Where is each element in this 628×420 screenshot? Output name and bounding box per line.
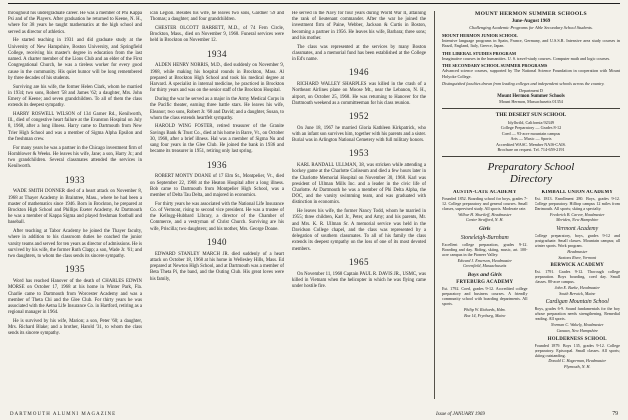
school-contact-line: Philip W. Richards, Hdm. bbox=[463, 307, 506, 313]
school-stoneleigh-burnham bbox=[442, 235, 528, 269]
ad-desert-sun bbox=[442, 112, 620, 152]
footer-issue-date: Issue of JANUARY 1969 bbox=[436, 412, 485, 417]
directory-group-girls: Girls bbox=[478, 226, 491, 233]
desert-sun-line: Accredited WASC. Member NAIS-CAIS. bbox=[495, 141, 567, 147]
school-contact-line: Frederick B. Carver, Headmaster bbox=[549, 212, 605, 218]
year-heading-1934: 1934 bbox=[207, 48, 227, 59]
obituary-paragraph: CHESTER OLCOTT BARRETT, M.D., of 74 Fern Circle, Brockton, Mass., died on November 9, 1968. Funeral services were held in Brockton on November 12. bbox=[150, 25, 284, 44]
school-name: FRYEBURG ACADEMY bbox=[456, 280, 514, 286]
school-contact-line: Center Strafford, N. H. bbox=[465, 217, 504, 223]
directory-column-left bbox=[442, 190, 528, 399]
school-kimball-union bbox=[535, 190, 621, 223]
mount-hermon-section-body: Advanced science courses, supported by The National Science Foundation in cooperation with Mount Holyoke College. bbox=[442, 68, 620, 79]
school-contact-line: Wilbur H. Shurtleff, Headmaster bbox=[458, 212, 512, 218]
obituary-paragraph: Surviving are his wife, the former Helen Clark, whom he married in 1934; two sons, Robert '58 and James '62; a daughter, Mrs. John Emery of Keene; and seven grandchildren. To all of them the class extends its deepest sympathy. bbox=[8, 84, 142, 109]
desert-sun-line: Coed — 93-acre mountain campus bbox=[501, 130, 561, 136]
school-holderness bbox=[535, 337, 621, 370]
obituary-paragraph: ican Legion. Besides his wife, he leaves two sons, Gardner '59 and Thomas; a daughter; and four grandchildren. bbox=[150, 11, 284, 23]
school-contact bbox=[442, 212, 528, 223]
obituary-paragraph: After teaching at Tabor Academy he joined the Thayer faculty, where in addition to his classroom duties he coached the junior varsity teams and served for ten years as director of admissions. He is survived by his wife, the former Ruth Clapp; a son, Wade Jr. '61; and two daughters, to whom the class sends its sincere sympathy. bbox=[8, 229, 142, 260]
school-contact-line: Canaan, New Hampshire bbox=[556, 327, 598, 333]
school-description: Excellent college preparation, grades 9-12. Boarding and day. Riding, skiing, music, art. 100-acre campus in the Pioneer Valley. bbox=[442, 241, 528, 257]
obituary-column-1 bbox=[8, 11, 142, 399]
year-heading-1936: 1936 bbox=[207, 159, 227, 170]
school-contact-line: Donald C. Hagerman, Headmaster bbox=[548, 358, 607, 364]
obituary-paragraph: The class was represented at the services by many Boston classmates, and a memorial fund has been established at the College in Ed's name. bbox=[292, 44, 426, 63]
school-contact-line: Edward J. Emerson, Headmaster bbox=[457, 257, 512, 263]
mount-hermon-section-heading: THE LIBERAL STUDIES PROGRAM bbox=[442, 50, 517, 56]
school-name: Vermont Academy bbox=[556, 226, 599, 233]
obituary-paragraph: For many years he was a partner in the Chicago investment firm of Hornblower & Weeks. He leaves his wife, Jane; a son, Harry Jr.; and two grandchildren. Several classmates attended the services in Kenilworth. bbox=[8, 145, 142, 170]
mount-hermon-lead: Challenging Academic Programs for Able Secondary School Students. bbox=[469, 25, 593, 30]
year-heading-1940: 1940 bbox=[207, 236, 227, 247]
footer-magazine-title: DARTMOUTH ALUMNI MAGAZINE bbox=[10, 412, 117, 417]
mount-hermon-section-body: Imaginative courses in the humanities. U. S. travel-study courses. Computer math and logic courses. bbox=[442, 55, 611, 61]
school-contact-line: Headmaster bbox=[567, 249, 588, 255]
obituary-paragraph: During the war he served as a major in the Army Medical Corps in the Pacific theater, earning three battle stars. He leaves his wife, Eleanor; two sons, Robert Jr. '60 and David; and a daughter, Susan, to whom the class extends heartfelt sympathy. bbox=[150, 97, 284, 121]
school-austin-cate bbox=[442, 190, 528, 223]
obituary-paragraph: On November 11, 1968 Captain PAUL R. DAVIS JR., USMC, was killed in Vietnam when the helicopter in which he was flying came under hostile fire. bbox=[292, 271, 426, 290]
school-berwick bbox=[535, 263, 621, 296]
school-name: Cardigan Mountain School bbox=[545, 299, 609, 306]
school-contact bbox=[535, 285, 621, 296]
school-name: HOLDERNESS SCHOOL bbox=[547, 336, 607, 342]
mount-hermon-section-body: Intensive language programs in Spain, France, Germany, and U.S.S.R. Intensive area study courses in Brazil, England, Italy, Greece, Japan. bbox=[442, 37, 620, 48]
mount-hermon-title: MOUNT HERMON SUMMER SCHOOLS bbox=[475, 11, 587, 17]
school-name: KIMBALL UNION ACADEMY bbox=[541, 190, 614, 196]
obituary-paragraph: RICHARD WALLEY SHARPLES was killed in the crash of a Northeast Airlines plane on Moose Mt., near the Lebanon, N. H., airport, on October 25, 1968. He was returning to Hanover for the Dartmouth weekend as a committeeman for his class reunion. bbox=[292, 82, 426, 106]
obituary-paragraph: WADE SMITH DONNER died of a heart attack on November 8, 1968 at Thayer Academy in Braintree, Mass., where he had been a master of mathematics since 1946. Born in Brockton, he prepared at Brockton High School and Phillips Exeter Academy. At Dartmouth he was a member of Kappa Sigma and played freshman football and baseball. bbox=[8, 189, 142, 226]
mount-hermon-org: Mount Hermon Summer Schools bbox=[497, 94, 565, 100]
school-description: Est. 1792. Coed, grades 9-12. Accredited college preparatory and business courses. A friendly community school with boarding departments. All sports. bbox=[442, 286, 528, 307]
obituary-paragraph: He is survived by his wife, Marion; a son, Peter '60; a daughter, Mrs. Richard Blake; and a brother, Harold '31, to whom the class sends its sincere sympathy. bbox=[8, 318, 142, 337]
obituary-paragraph: KARL RANDALL ULLMAN, 38, was stricken while attending a hockey game at the Charlotte Coliseum and died a few hours later in the Charlotte Memorial Hospital on November 30, 1968. Karl was president of Ullman Mills Inc. and a leader in the civic life of Charlotte. At Dartmouth he was a member of Phi Delta Alpha, the DOC, and the varsity swimming team, and was graduated with distinction in economics. bbox=[292, 163, 426, 206]
obituary-column-3 bbox=[292, 11, 426, 399]
obituary-paragraph: He started teaching in 1931 and did graduate study at the University of New Hampshire, Boston University, and Springfield College, receiving his master's degree in education from the last named. A charter member of the Lions Club and an elder of the First Congregational Church, he was a tireless worker for every good cause in the community. His quiet humor will be long remembered by three decades of his students. bbox=[8, 38, 142, 81]
mount-hermon-section-heading: THE SECONDARY SCHOOL SUMMER PROGRAMS bbox=[442, 63, 548, 69]
school-name: BERWICK ACADEMY bbox=[550, 263, 604, 269]
directory-column-right bbox=[535, 190, 621, 399]
school-description: Founded 1879. Boys 135, grades 9-12. College preparatory. Episcopal. Small classes. All sports; skiing outstanding. bbox=[534, 342, 620, 358]
school-contact bbox=[535, 322, 621, 333]
school-contact bbox=[535, 212, 621, 223]
school-contact-line: South Berwick, Maine bbox=[559, 290, 596, 296]
school-contact bbox=[442, 258, 528, 269]
school-contact-line: Meriden, New Hampshire bbox=[556, 217, 599, 223]
school-contact bbox=[535, 249, 621, 260]
year-heading-1965: 1965 bbox=[349, 256, 369, 267]
mount-hermon-dates: June-August 1969 bbox=[511, 18, 551, 24]
mount-hermon-closing: Distinguished faculties drawn from leading colleges and independent schools across the country. bbox=[442, 81, 605, 87]
school-vermont-academy bbox=[535, 226, 621, 260]
year-heading-1953: 1953 bbox=[349, 148, 369, 159]
school-contact-line: Plymouth, N. H. bbox=[564, 363, 591, 369]
school-description: Est. 1791. Grades 9-12. Thorough college preparation. Boys boarding, coed day. Small classes. 80-acre campus. bbox=[534, 269, 620, 285]
school-contact-line: Box 14, Fryeburg, Maine bbox=[464, 312, 506, 318]
ad-sidebar bbox=[434, 11, 620, 399]
mount-hermon-department: Department D bbox=[519, 88, 543, 94]
obituary-column-2 bbox=[150, 11, 284, 399]
year-heading-1933: 1933 bbox=[65, 174, 85, 185]
obituary-paragraph: ALDEN HENRY NORRIS, M.D., died suddenly on November 9, 1968, while making his hospital rounds in Brockton, Mass. Al prepared at Brockton High School and took his medical degree at Harvard. A specialist in internal medicine, he practiced in Brockton for thirty years and was on the senior staff of the Brockton Hospital. bbox=[150, 63, 284, 94]
desert-sun-line: Arts — Music — Sports bbox=[510, 136, 552, 142]
obituary-paragraph: He served in the Navy for four years during World War II, attaining the rank of lieutenant commander. After the war he joined the investment firm of Paine, Webber, Jackson & Curtis in Boston, becoming a partner in 1956. He leaves his wife, Barbara; three sons; and his mother. bbox=[292, 11, 426, 41]
school-description: Est. 1813. Enrollment 280. Boys, grades 9-12. College preparatory. Hilltop campus 12 miles from Dartmouth. All sports; skiing a specialty. bbox=[534, 196, 620, 212]
directory-group-boys-and-girls: Boys and Girls bbox=[467, 271, 502, 278]
directory-title: Preparatory School Directory bbox=[487, 161, 575, 186]
obituary-paragraph: He leaves his wife, the former Nancy Todd, whom he married in 1955; three children, Karl Jr., Peter, and Amy; and his parents, Mr. and Mrs. K. R. Ullman Sr. A memorial service was held in the Davidson College chapel, and the class was represented by a delegation of southern classmates. To all of his family the class extends its deepest sympathy on the loss of one of its most devoted members. bbox=[292, 209, 426, 252]
obituary-paragraph: On June 18, 1967 he married Gloria Kathleen Kirkpatrick, who with an infant son survives him, together with his parents and a sister. Burial was in Arlington National Cemetery with full military honors. bbox=[292, 125, 426, 144]
school-description: College preparatory, boys, grades 9-12 and postgraduate. Small classes. Mountain campus; all winter sports. Work program. bbox=[534, 233, 620, 249]
directory-columns bbox=[442, 190, 620, 399]
year-heading-1946: 1946 bbox=[349, 67, 369, 78]
school-cardigan-mountain bbox=[535, 299, 621, 333]
footer-page-number: 79 bbox=[612, 411, 618, 417]
obituary-paragraph: ROBERT MONTY DOANE of 17 Elm St., Montpelier, Vt., died on September 22, 1968 at the Heaton Hospital after a long illness. Bob came to Dartmouth from Montpelier High School, was a member of Delta Tau Delta, and majored in economics. bbox=[150, 174, 284, 199]
obituary-paragraph: throughout his undergraduate career. He was a member of Phi Kappa Psi and of the Players. After graduation he returned to Keene, N. H., where for 38 years he taught mathematics at the high school and served as director of athletics. bbox=[8, 11, 142, 35]
top-rule bbox=[8, 3, 620, 4]
school-contact-line: John E. Burke, Headmaster bbox=[554, 285, 600, 291]
school-contact-line: Saxtons River, Vermont bbox=[558, 254, 597, 260]
school-fryeburg bbox=[442, 280, 528, 318]
obituary-paragraph: Word has reached Hanover of the death of CHARLES EDWIN MORSE on October 17, 1968 at his home in Winter Park, Fla. Charlie came to Dartmouth from Worcester Academy and was a member of Theta Chi and the Glee Club. For thirty years he was associated with the Aetna Life Insurance Co. in Hartford, retiring as a regional manager in 1964. bbox=[8, 279, 142, 316]
obituary-paragraph: HARRY ROSWELL WILSON of 134 Garner Rd., Kenilworth, Ill., died of congestive heart failure at the Evanston Hospital on July 8, 1968, after a long illness. Harry came to Dartmouth from New Trier High School and was a member of Sigma Alpha Epsilon and the freshman crew. bbox=[8, 112, 142, 142]
desert-sun-title: THE DESERT SUN SCHOOL bbox=[495, 112, 567, 119]
desert-sun-line: Brochure on request. Tel. 714-659-2191 bbox=[497, 147, 565, 153]
mount-hermon-section-heading: MOUNT HERMON JUNIOR SCHOOL bbox=[442, 32, 518, 38]
school-contact-line: Norman C. Wakely, Headmaster bbox=[550, 322, 604, 328]
school-contact bbox=[535, 358, 621, 369]
school-description: Boys, grades 6-9. Sound fundamentals for the boy whose preparation needs strengthening. Remedial reading. All sports. bbox=[534, 306, 620, 322]
mount-hermon-address: Mount Hermon, Massachusetts 01354 bbox=[499, 99, 563, 105]
content-columns bbox=[8, 11, 620, 399]
school-name: AUSTIN-CATE ACADEMY bbox=[452, 190, 517, 196]
desert-sun-line: Idyllwild, California 92349 bbox=[508, 119, 554, 125]
year-heading-1935: 1935 bbox=[65, 264, 85, 275]
obituary-paragraph: For thirty years he was associated with the National Life Insurance Co. of Vermont, rising to second vice president. He was a trustee of the Kellogg-Hubbard Library, a director of the Chamber of Commerce, and a vestryman of Christ Church. Surviving are his wife, Priscilla; two daughters; and his mother, Mrs. George Doane. bbox=[150, 201, 284, 232]
ad-divider bbox=[442, 108, 620, 109]
obituary-paragraph: HAROLD WING FOSTER, retired treasurer of the Granite Savings Bank & Trust Co., died at his home in Barre, Vt., on October 30, 1968, after a brief illness. Hal was a member of Sigma Nu and sang four years in the Glee Club. He joined the bank in 1936 and became its treasurer in 1951, retiring only last spring. bbox=[150, 124, 284, 155]
desert-sun-line: College Preparatory — Grades 8-12 bbox=[500, 125, 562, 131]
school-description: Founded 1852. Boarding school for boys, grades 7-12. College preparatory and general courses. Small classes, supervised study. All sports. Moderate rate. bbox=[442, 196, 528, 212]
ad-mount-hermon bbox=[442, 11, 620, 104]
year-heading-1952: 1952 bbox=[349, 111, 369, 121]
obituary-paragraph: EDWARD STANLEY MARCH JR. died suddenly of a heart attack on October 18, 1968 at his home in Wellesley Hills, Mass. Ed prepared at Newton High School, and at Dartmouth was a member of Beta Theta Pi, the band, and the Outing Club. His great loves were his family, bbox=[150, 251, 284, 282]
school-contact-line: Greenfield, Massachusetts bbox=[463, 263, 507, 269]
school-name: Stoneleigh-Burnham bbox=[460, 234, 509, 241]
school-contact bbox=[442, 307, 528, 318]
ad-divider bbox=[442, 156, 620, 157]
